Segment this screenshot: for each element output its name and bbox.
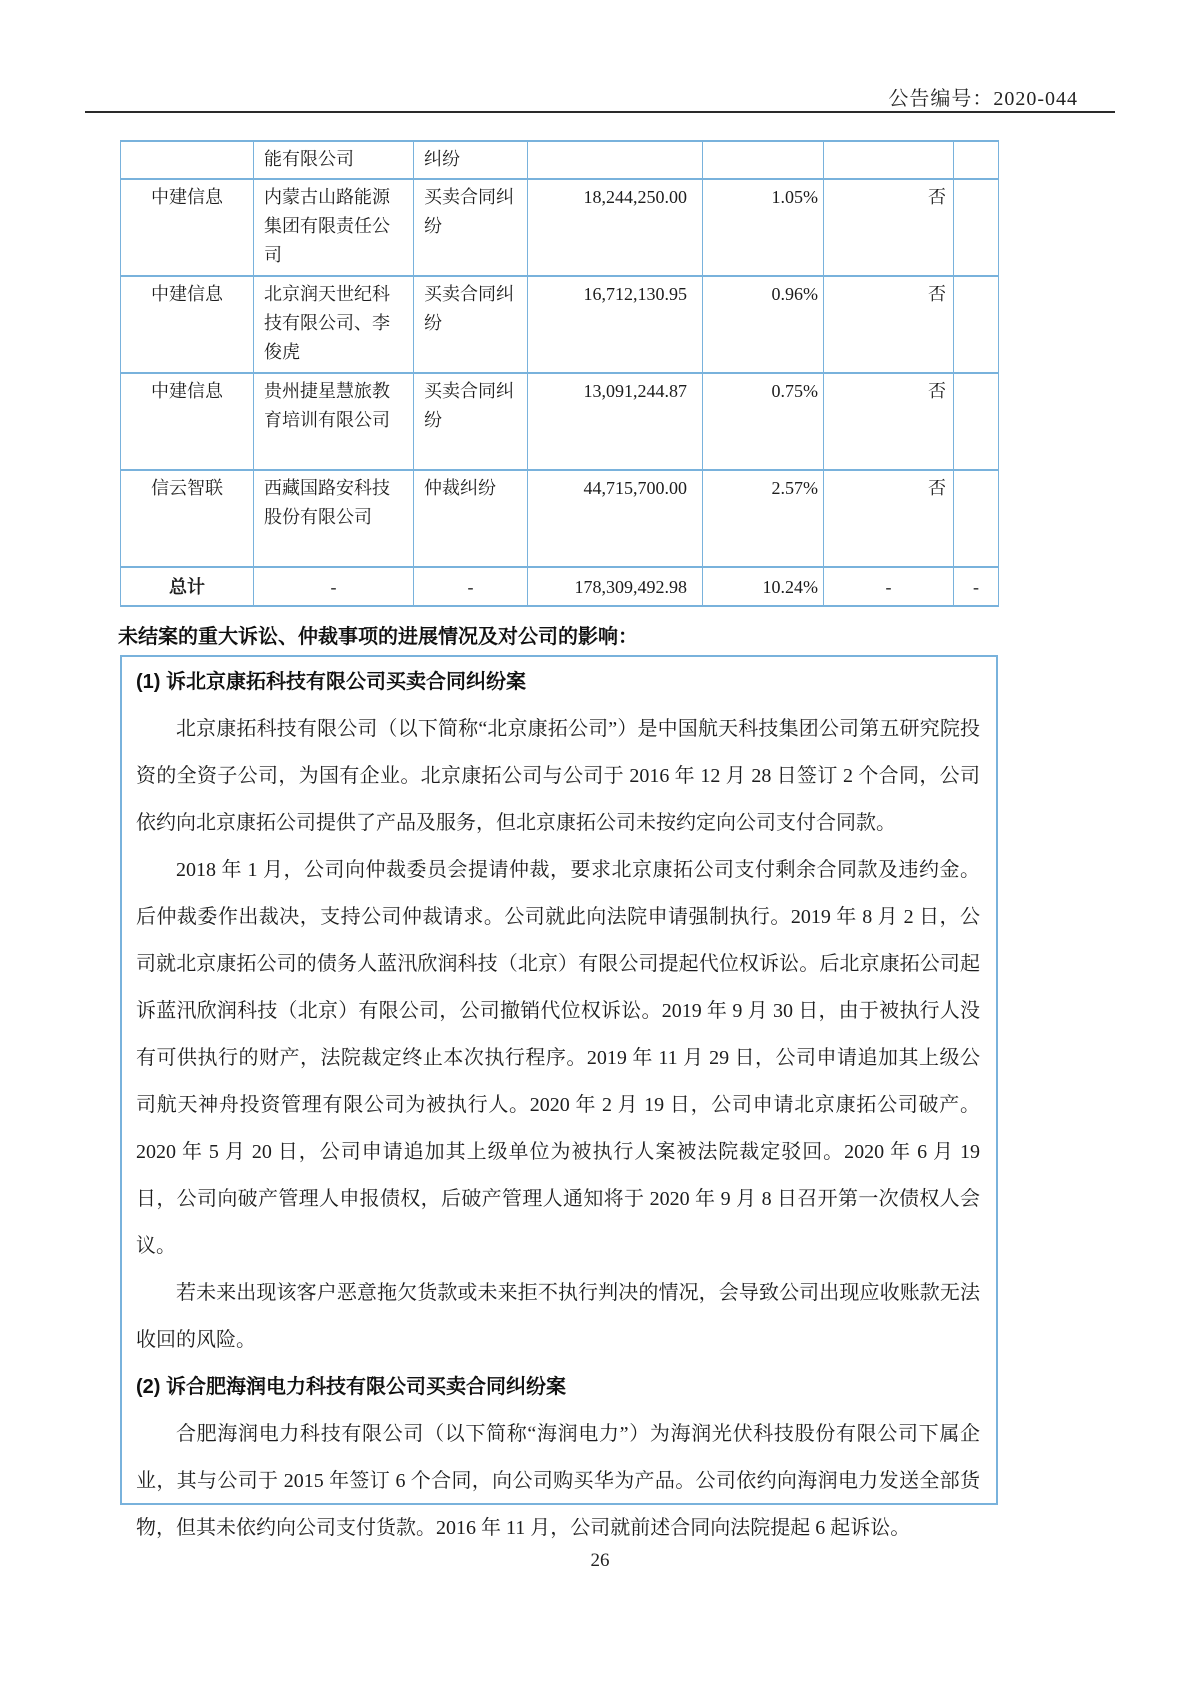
table-row [121, 276, 999, 373]
table-cell [954, 141, 999, 179]
table-cell: 13,091,244.87 [528, 373, 703, 470]
table-cell: 1.05% [703, 179, 824, 276]
table-cell: 买卖合同纠纷 [414, 373, 528, 470]
table-cell: - [954, 567, 999, 606]
table-cell: 内蒙古山路能源集团有限责任公司 [254, 179, 414, 276]
table-cell: 否 [824, 179, 954, 276]
case1-paragraph-2: 2018 年 1 月，公司向仲裁委员会提请仲裁，要求北京康拓公司支付剩余合同款及违约金。后仲裁委作出裁决，支持公司仲裁请求。公司就此向法院申请强制执行。2019 年 8 月 2 日，公司就北京康拓公司的债务人蓝汛欣润科技（北京）有限公司提起代位权诉讼。后北京康拓公司起诉蓝汛欣润科技（北京）有限公司，公司撤销代位权诉讼。2019 年 9 月 30 日，由于被执行人没有可供执行的财产，法院裁定终止本次执行程序。2019 年 11 月 29 日，公司申请追加其上级公司航天神舟投资管理有限公司为被执行人。2020 年 2 月 19 日，公司申请北京康拓公司破产。2020 年 5 月 20 日，公司申请追加其上级单位为被执行人案被法院裁定驳回。2020 年 6 月 19 日，公司向破产管理人申报债权，后破产管理人通知将于 2020 年 9 月 8 日召开第一次债权人会议。 [136, 859, 980, 1257]
table-row [121, 141, 999, 179]
table-cell: 44,715,700.00 [528, 470, 703, 567]
case2-title: (2) 诉合肥海润电力科技有限公司买卖合同纠纷案 [136, 1376, 566, 1398]
table-cell: 0.75% [703, 373, 824, 470]
table-cell: 否 [824, 276, 954, 373]
table-cell: 仲裁纠纷 [414, 470, 528, 567]
table-cell [824, 141, 954, 179]
section-heading: 未结案的重大诉讼、仲裁事项的进展情况及对公司的影响： [118, 626, 638, 648]
table-cell: 否 [824, 373, 954, 470]
table-cell: 总计 [121, 567, 254, 606]
table-cell [703, 141, 824, 179]
table-cell [954, 470, 999, 567]
table-cell [121, 141, 254, 179]
case1-title: (1) 诉北京康拓科技有限公司买卖合同纠纷案 [136, 671, 526, 693]
litigation-table [120, 140, 999, 607]
table-cell [954, 179, 999, 276]
table-cell: 贵州捷星慧旅教育培训有限公司 [254, 373, 414, 470]
case2-paragraph-1: 合肥海润电力科技有限公司（以下简称“海润电力”）为海润光伏科技股份有限公司下属企业，其与公司于 2015 年签订 6 个合同，向公司购买华为产品。公司依约向海润电力发送全部货物，但其未依约向公司支付货款。2016 年 11 月，公司就前述合同向法院提起 6 起诉讼。 [136, 1423, 980, 1539]
table-row [121, 179, 999, 276]
table-cell: 中建信息 [121, 276, 254, 373]
cases-box [120, 655, 998, 1539]
table-cell: 178,309,492.98 [528, 567, 703, 606]
table-cell [954, 276, 999, 373]
table-cell: - [824, 567, 954, 606]
table-cell: - [414, 567, 528, 606]
table-cell: 北京润天世纪科技有限公司、李俊虎 [254, 276, 414, 373]
table-cell [528, 141, 703, 179]
table-total-row [121, 567, 999, 606]
table-cell: - [254, 567, 414, 606]
table-cell: 中建信息 [121, 373, 254, 470]
table-cell [954, 373, 999, 470]
doc-number: 公告编号：2020-044 [888, 88, 1078, 110]
table-cell: 能有限公司 [254, 141, 414, 179]
table-cell: 10.24% [703, 567, 824, 606]
table-cell: 16,712,130.95 [528, 276, 703, 373]
table-cell: 买卖合同纠纷 [414, 276, 528, 373]
table-cell: 西藏国路安科技股份有限公司 [254, 470, 414, 567]
table-cell: 买卖合同纠纷 [414, 179, 528, 276]
table-cell: 18,244,250.00 [528, 179, 703, 276]
header-rule [85, 111, 1115, 113]
table-cell: 2.57% [703, 470, 824, 567]
table-cell: 纠纷 [414, 141, 528, 179]
table-row [121, 470, 999, 567]
page-number: 26 [590, 1550, 610, 1571]
table-cell: 信云智联 [121, 470, 254, 567]
table-cell: 否 [824, 470, 954, 567]
case1-paragraph-1: 北京康拓科技有限公司（以下简称“北京康拓公司”）是中国航天科技集团公司第五研究院投资的全资子公司，为国有企业。北京康拓公司与公司于 2016 年 12 月 28 日签订 2 个合同，公司依约向北京康拓公司提供了产品及服务，但北京康拓公司未按约定向公司支付合同款。 [136, 718, 980, 834]
table-cell: 中建信息 [121, 179, 254, 276]
case1-paragraph-3: 若未来出现该客户恶意拖欠货款或未来拒不执行判决的情况，会导致公司出现应收账款无法收回的风险。 [136, 1282, 980, 1351]
table-row [121, 373, 999, 470]
table-cell: 0.96% [703, 276, 824, 373]
